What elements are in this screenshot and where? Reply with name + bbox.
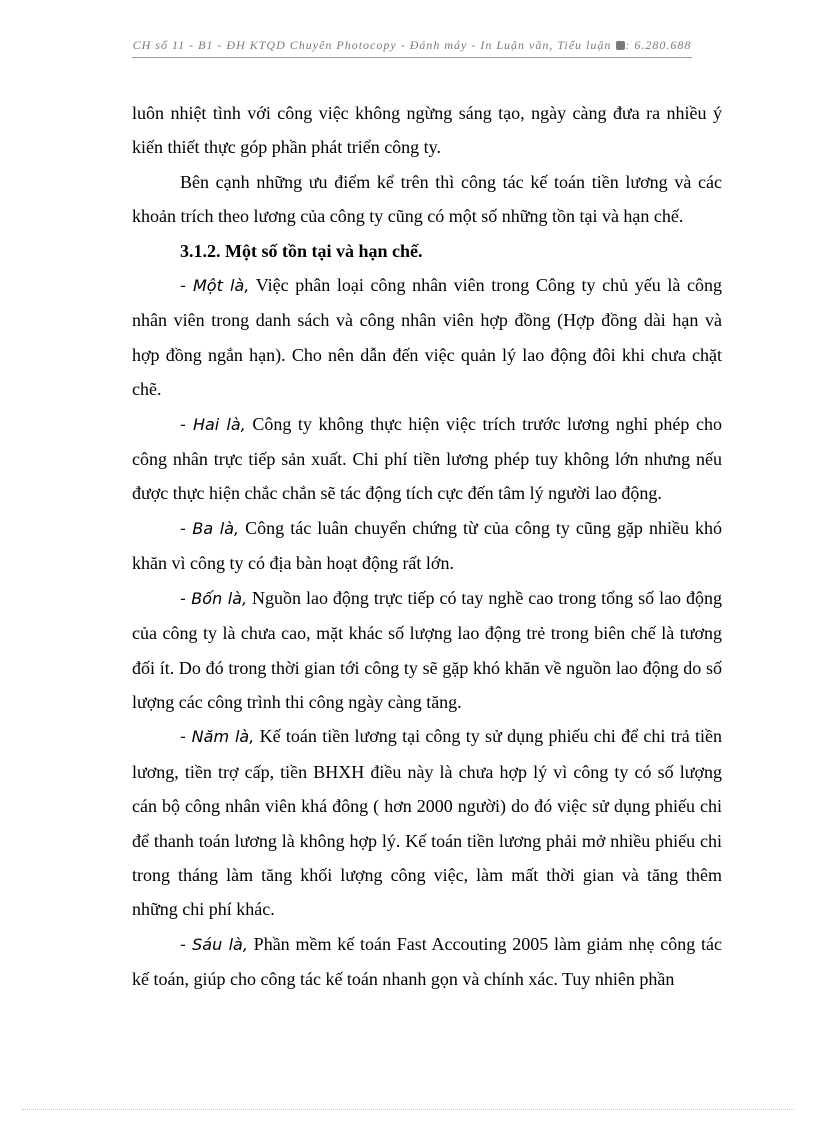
list-item <box>132 407 722 511</box>
document-body <box>132 96 722 997</box>
item-text: Công ty không thực hiện việc trích trước lương nghỉ phép cho công nhân trực tiếp sản xuất. Chi phí tiền lương phép tuy không lớn nhưng nếu được thực hiện chắc chắn sẽ tác động tích cực đến tâm lý người lao động. <box>132 413 722 504</box>
page-header <box>132 38 692 53</box>
item-lead: - Sáu là, <box>180 934 248 954</box>
item-lead: - Hai là, <box>180 414 246 434</box>
item-text: Việc phân loại công nhân viên trong Công ty chủ yếu là công nhân viên trong danh sách và công nhân viên hợp đồng (Hợp đồng dài hạn và hợp đồng ngắn hạn). Cho nên dẫn đến việc quản lý lao động đôi khi chưa chặt chẽ. <box>132 275 722 400</box>
paragraph-strengths: Bên cạnh những ưu điểm kể trên thì công tác kế toán tiền lương và các khoản trích theo lương của công ty cũng có một số những tồn tại và hạn chế. <box>132 171 722 227</box>
header-phone: : 6.280.688 <box>625 38 692 52</box>
item-lead: - Năm là, <box>180 727 255 747</box>
list-item <box>132 719 722 926</box>
list-item <box>132 268 722 407</box>
item-text: Kế toán tiền lương tại công ty sử dụng phiếu chi để chi trả tiền lương, tiền trợ cấp, tiền BHXH điều này là chưa hợp lý vì công ty có số lượng cán bộ công nhân viên khá đông ( hơn 2000 người) do đó việc sử dụng phiếu chi để thanh toán lương là không hợp lý. Kế toán tiền lương phải mở nhiều phiếu chi trong tháng làm tăng khối lượng công việc, làm mất thời gian và tăng thêm những chi phí khác. <box>132 726 722 920</box>
list-item <box>132 581 722 720</box>
item-lead: - Bốn là, <box>180 588 248 608</box>
item-lead: - Ba là, <box>180 518 240 538</box>
header-text: CH số 11 - B1 - ĐH KTQD Chuyên Photocopy - Đánh máy - In Luận văn, Tiểu luận <box>132 38 612 52</box>
item-text: Phần mềm kế toán Fast Accouting 2005 làm giảm nhẹ công tác kế toán, giúp cho công tác kế toán nhanh gọn và chính xác. Tuy nhiên phần <box>132 933 722 990</box>
item-lead: - Một là, <box>180 276 250 296</box>
section-heading: 3.1.2. Một số tồn tại và hạn chế. <box>180 240 423 261</box>
footer-divider <box>22 1109 794 1110</box>
list-item <box>132 927 722 997</box>
paragraph-continuation: luôn nhiệt tình với công việc không ngừng sáng tạo, ngày càng đưa ra nhiều ý kiến thiết thực góp phần phát triển công ty. <box>132 103 722 158</box>
item-text: Nguồn lao động trực tiếp có tay nghề cao trong tổng số lao động của công ty là chưa cao, mặt khác số lượng lao động trẻ trong biên chế là tương đối ít. Do đó trong thời gian tới công ty sẽ gặp khó khăn về nguồn lao động do số lượng các công trình thi công ngày càng tăng. <box>132 587 723 712</box>
header-divider <box>132 57 692 58</box>
item-text: Công tác luân chuyển chứng từ của công ty cũng gặp nhiều khó khăn vì công ty có địa bàn hoạt động rất lớn. <box>132 517 722 574</box>
list-item <box>132 511 722 581</box>
